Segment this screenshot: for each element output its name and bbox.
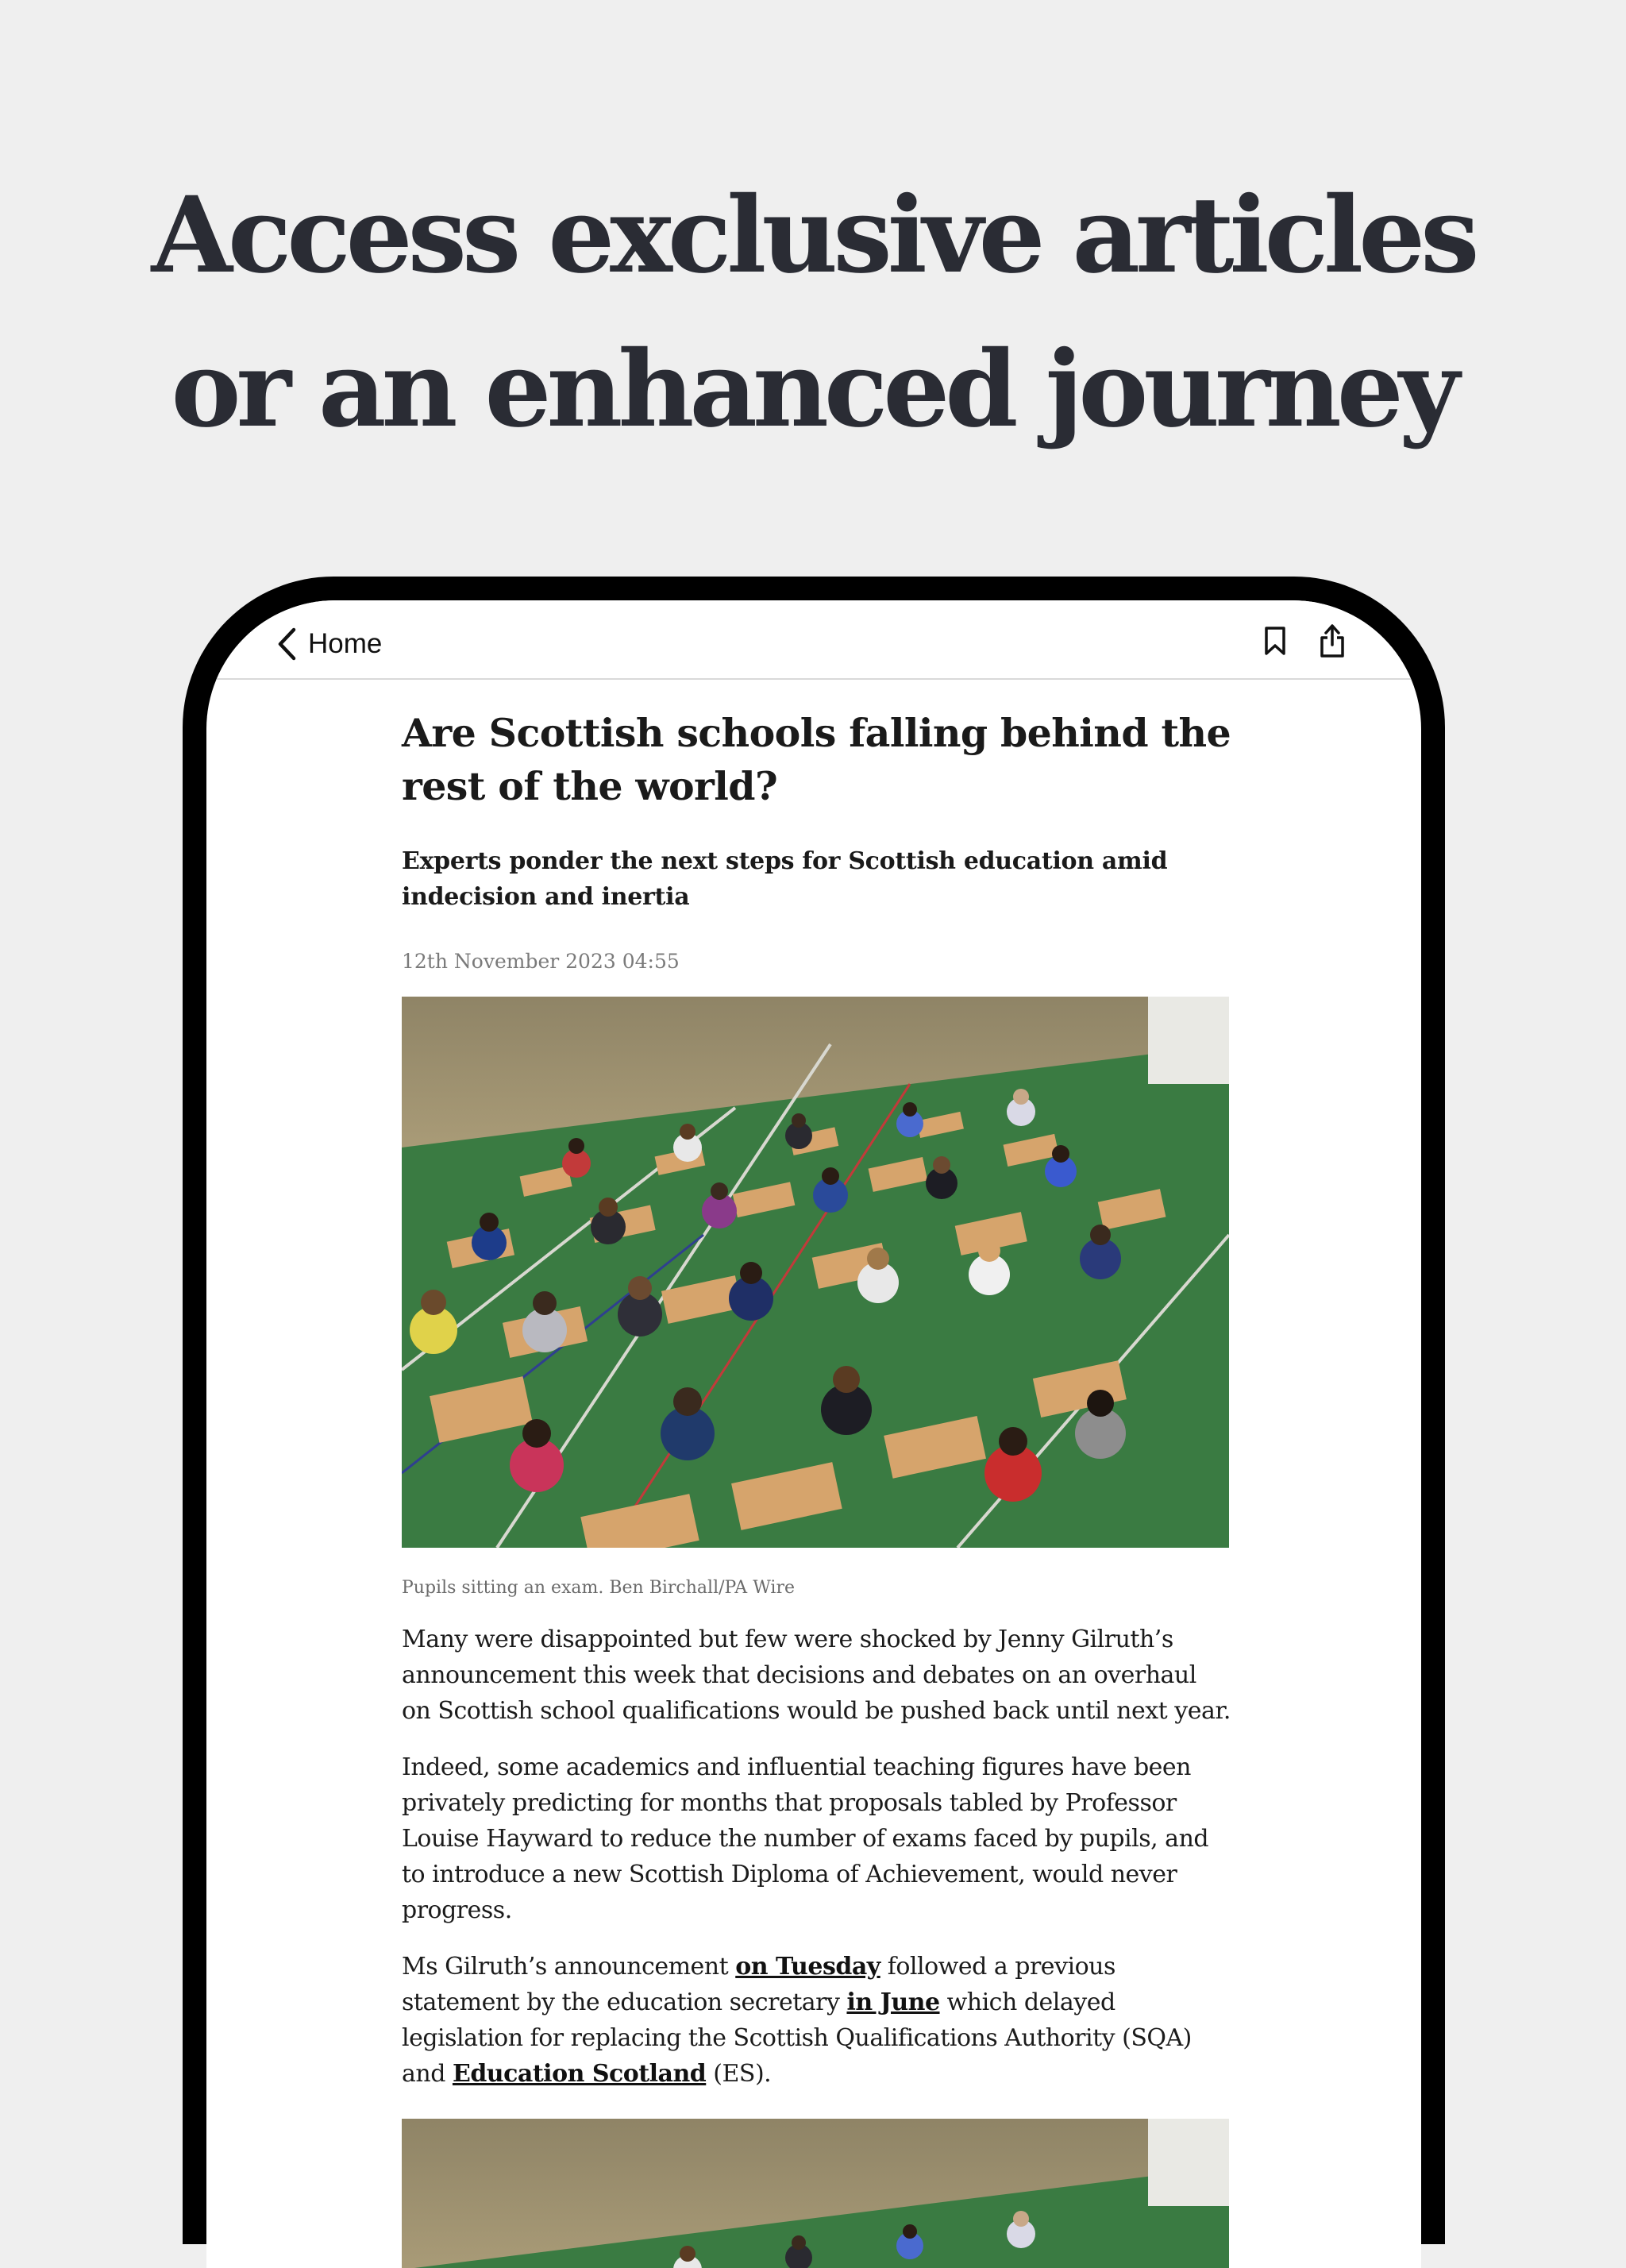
article-body [402,1622,1231,2092]
share-button[interactable] [1316,623,1348,662]
navigation-bar [206,600,1421,680]
article-title: Are Scottish schools falling behind the rest of the world? [402,710,1231,809]
chevron-left-icon [276,627,297,662]
link-on-tuesday[interactable]: on Tuesday [735,1953,880,1981]
back-button[interactable] [276,624,382,664]
article [402,707,1231,2268]
article-paragraph-3 [402,1949,1231,2092]
article-paragraph-1: Many were disappointed but few were shocked by Jenny Gilruth’s announcement this week that decisions and debates on an overhaul on Scottish school qualifications would be pushed back until next year. [402,1626,1231,1725]
paragraph-text: Ms Gilruth’s announcement [402,1953,736,1981]
article-date: 12th November 2023 04:55 [402,950,680,973]
link-education-scotland[interactable]: Education Scotland [452,2060,707,2088]
link-in-june[interactable]: in June [846,1988,940,2016]
share-icon [1319,623,1346,662]
bookmark-icon [1263,626,1287,659]
back-button-label: Home [308,628,383,659]
promo-headline-line-2: or an enhanced journey [171,328,1455,451]
image-caption: Pupils sitting an exam. Ben Birchall/PA Wire [402,1578,795,1598]
bookmark-button[interactable] [1259,623,1291,662]
exam-hall-photo-repeat [402,2119,1229,2268]
article-standfirst: Experts ponder the next steps for Scottish education amid indecision and inertia [402,847,1168,911]
promo-headline [0,159,1626,467]
tablet-device-frame [183,577,1445,2244]
article-paragraph-2: Indeed, some academics and influential teaching figures have been privately predicting for months that proposals tabled by Professor Louise Hayward to reduce the number of exams faced by pupils, and to introduce a new Scottish Diploma of Achievement, would never progress. [402,1753,1209,1924]
promo-headline-line-1: Access exclusive articles [151,174,1475,297]
tablet-screen [206,600,1421,2268]
paragraph-text: (ES). [706,2060,772,2088]
exam-hall-photo [402,997,1229,1548]
paragraph-text: which delayed legislation for replacing the Scottish Qualifications Authority (SQA) and [402,1988,1192,2088]
navigation-actions [1259,623,1348,662]
paragraph-text: followed a previous statement by the education secretary [402,1953,1115,2016]
